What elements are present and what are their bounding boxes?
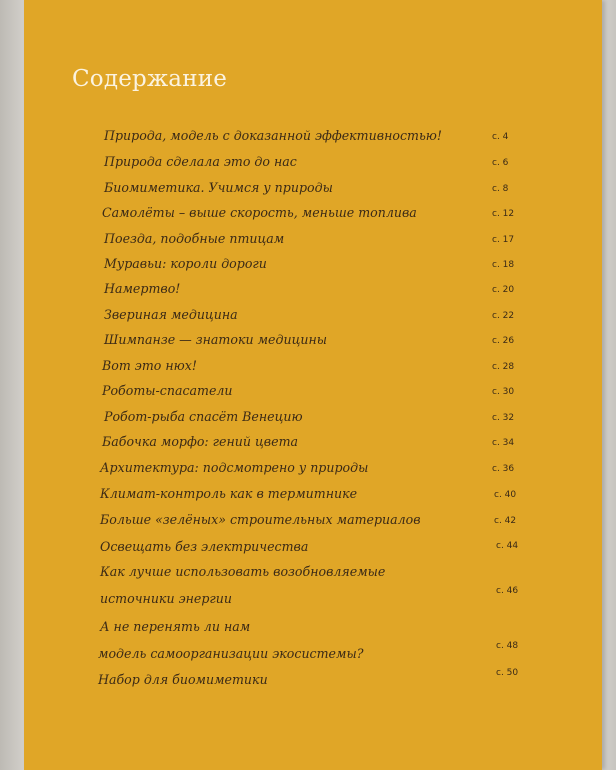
toc-entry	[24, 383, 602, 405]
toc-entry-title: Робот-рыба спасёт Венецию	[104, 409, 303, 424]
background-surface-left	[0, 0, 24, 770]
toc-entry-page-number: с. 20	[492, 285, 515, 295]
contents-page	[24, 0, 602, 770]
toc-entry	[24, 231, 602, 253]
table-of-contents	[24, 0, 602, 770]
page-title: Содержание	[72, 66, 228, 92]
toc-entry-page-number: с. 46	[496, 586, 519, 596]
toc-entry-page-number: с. 12	[492, 209, 515, 219]
toc-entry	[24, 619, 602, 641]
toc-entry-title: источники энергии	[100, 591, 233, 606]
toc-entry-page-number: с. 42	[494, 516, 517, 526]
toc-entry-page-number: с. 4	[492, 132, 509, 142]
toc-entry-title: модель самоорганизации экосистемы?	[98, 646, 364, 661]
toc-entry	[24, 409, 602, 431]
toc-entry-page-number: с. 40	[494, 490, 517, 500]
toc-entry-title: Муравьи: короли дороги	[104, 256, 267, 271]
toc-entry-page-number: с. 6	[492, 158, 509, 168]
toc-entry	[24, 205, 602, 227]
toc-entry	[24, 460, 602, 482]
toc-entry	[24, 434, 602, 456]
toc-entry-title: Самолёты – выше скорость, меньше топлива	[102, 205, 417, 220]
toc-entry	[24, 641, 602, 668]
toc-entry	[24, 332, 602, 354]
toc-entry-page-number: с. 30	[492, 387, 515, 397]
toc-entry	[24, 128, 602, 150]
toc-entry-page-number: с. 26	[492, 336, 515, 346]
toc-entry	[24, 486, 602, 508]
toc-entry-page-number: с. 34	[492, 438, 515, 448]
toc-entry-title: Архитектура: подсмотрено у природы	[100, 460, 369, 475]
toc-entry	[24, 668, 602, 694]
toc-entry-page-number: с. 50	[496, 668, 519, 678]
toc-entry-page-number: с. 44	[496, 541, 519, 551]
toc-entry-page-number: с. 48	[496, 641, 519, 651]
toc-entry	[24, 154, 602, 176]
toc-entry-title: Климат-контроль как в термитнике	[100, 486, 358, 501]
toc-entry	[24, 307, 602, 329]
toc-entry-title: А не перенять ли нам	[100, 619, 251, 634]
toc-entry	[24, 539, 602, 561]
toc-entry-page-number: с. 36	[492, 464, 515, 474]
toc-entry	[24, 512, 602, 534]
toc-entry-title: Поезда, подобные птицам	[104, 231, 285, 246]
toc-entry	[24, 586, 602, 613]
toc-entry-title: Бабочка морфо: гений цвета	[102, 434, 299, 449]
toc-entry-title: Природа, модель с доказанной эффективностью!	[104, 128, 442, 143]
toc-entry-page-number: с. 28	[492, 362, 515, 372]
toc-entry-title: Биомиметика. Учимся у природы	[104, 180, 333, 195]
toc-entry-title: Роботы-спасатели	[102, 383, 233, 398]
toc-entry-page-number: с. 18	[492, 260, 515, 270]
toc-entry-title: Освещать без электричества	[100, 539, 309, 554]
toc-entry-title: Как лучше использовать возобновляемые	[100, 564, 386, 579]
toc-entry-title: Шимпанзе — знатоки медицины	[104, 332, 328, 347]
toc-entry	[24, 256, 602, 278]
toc-entry	[24, 358, 602, 380]
toc-entry	[24, 564, 602, 586]
toc-entry-title: Набор для биомиметики	[98, 672, 268, 687]
toc-entry-page-number: с. 17	[492, 235, 515, 245]
toc-entry-title: Намертво!	[104, 281, 181, 296]
toc-entry-page-number: с. 32	[492, 413, 515, 423]
toc-entry-page-number: с. 22	[492, 311, 515, 321]
toc-entry-title: Вот это нюх!	[102, 358, 197, 373]
toc-entry-title: Больше «зелёных» строительных материалов	[100, 512, 421, 527]
toc-entry-title: Природа сделала это до нас	[104, 154, 297, 169]
toc-entry	[24, 180, 602, 202]
toc-entry-title: Звериная медицина	[104, 307, 238, 322]
toc-entry	[24, 281, 602, 303]
toc-entry-page-number: с. 8	[492, 184, 509, 194]
